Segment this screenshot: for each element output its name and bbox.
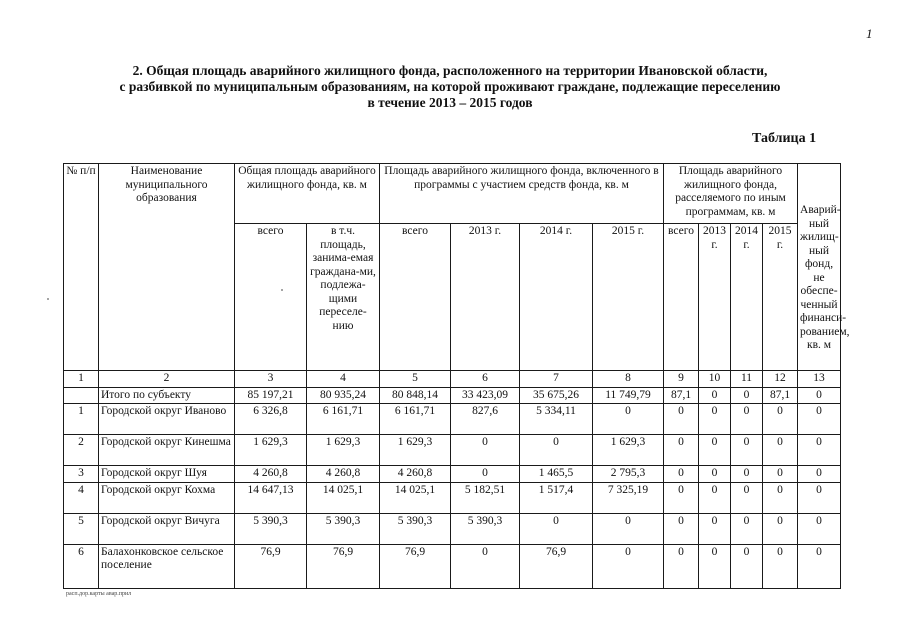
municipality-name-cell: Городской округ Кохма xyxy=(99,482,235,513)
row-number-cell xyxy=(64,387,99,404)
header-program-group: Площадь аварийного жилищного фонда, включенного в программы с участием средств фонда, кв. м xyxy=(380,164,664,224)
table-row xyxy=(64,482,841,513)
data-rows xyxy=(64,387,841,588)
header-prog-2013: 2013 г. xyxy=(451,224,520,371)
municipality-name-cell: Городской округ Кинешма xyxy=(99,435,235,466)
value-cell-c6: 5 390,3 xyxy=(451,513,520,544)
municipality-name-cell: Городской округ Иваново xyxy=(99,404,235,435)
value-cell-c5: 6 161,71 xyxy=(380,404,451,435)
value-cell-c4: 14 025,1 xyxy=(307,482,380,513)
row-number-cell: 1 xyxy=(64,404,99,435)
header-prog-all: всего xyxy=(380,224,451,371)
table-row xyxy=(64,544,841,588)
value-cell-c7: 1 465,5 xyxy=(520,466,593,483)
col-number: 13 xyxy=(798,371,841,388)
value-cell-c10: 0 xyxy=(699,404,731,435)
table-row xyxy=(64,404,841,435)
col-number: 12 xyxy=(763,371,798,388)
header-row-groups xyxy=(64,164,841,224)
value-cell-c13: 0 xyxy=(798,387,841,404)
value-cell-c11: 0 xyxy=(731,435,763,466)
value-cell-c9: 0 xyxy=(664,544,699,588)
title-line-3: в течение 2013 – 2015 годов xyxy=(367,95,533,110)
value-cell-c10: 0 xyxy=(699,387,731,404)
header-other-group: Площадь аварийного жилищного фонда, расселяемого по иным программам, кв. м xyxy=(664,164,798,224)
col-number: 1 xyxy=(64,371,99,388)
value-cell-c11: 0 xyxy=(731,544,763,588)
value-cell-c10: 0 xyxy=(699,544,731,588)
value-cell-c7: 35 675,26 xyxy=(520,387,593,404)
col-number: 9 xyxy=(664,371,699,388)
value-cell-c4: 76,9 xyxy=(307,544,380,588)
value-cell-c7: 0 xyxy=(520,435,593,466)
value-cell-c8: 0 xyxy=(593,404,664,435)
col-number: 10 xyxy=(699,371,731,388)
value-cell-c11: 0 xyxy=(731,387,763,404)
value-cell-c4: 6 161,71 xyxy=(307,404,380,435)
value-cell-c8: 7 325,19 xyxy=(593,482,664,513)
table-row xyxy=(64,435,841,466)
municipality-name-cell: Итого по субъекту xyxy=(99,387,235,404)
col-number: 2 xyxy=(99,371,235,388)
value-cell-c8: 1 629,3 xyxy=(593,435,664,466)
value-cell-c8: 0 xyxy=(593,544,664,588)
value-cell-c9: 0 xyxy=(664,404,699,435)
value-cell-c3: 14 647,13 xyxy=(235,482,307,513)
value-cell-c13: 0 xyxy=(798,482,841,513)
value-cell-c7: 76,9 xyxy=(520,544,593,588)
row-number-cell: 6 xyxy=(64,544,99,588)
header-other-2015: 2015 г. xyxy=(763,224,798,371)
value-cell-c13: 0 xyxy=(798,435,841,466)
value-cell-c4: 80 935,24 xyxy=(307,387,380,404)
municipality-name-cell: Городской округ Вичуга xyxy=(99,513,235,544)
scan-speck xyxy=(281,289,283,291)
value-cell-c3: 5 390,3 xyxy=(235,513,307,544)
column-number-row xyxy=(64,371,841,388)
value-cell-c5: 4 260,8 xyxy=(380,466,451,483)
header-prog-2014: 2014 г. xyxy=(520,224,593,371)
footer-note: расп.дор.карты авар.прил xyxy=(66,591,132,597)
col-number: 7 xyxy=(520,371,593,388)
value-cell-c6: 5 182,51 xyxy=(451,482,520,513)
value-cell-c7: 0 xyxy=(520,513,593,544)
document-title xyxy=(60,63,840,111)
value-cell-c13: 0 xyxy=(798,513,841,544)
value-cell-c5: 5 390,3 xyxy=(380,513,451,544)
value-cell-c5: 76,9 xyxy=(380,544,451,588)
value-cell-c7: 5 334,11 xyxy=(520,404,593,435)
value-cell-c10: 0 xyxy=(699,513,731,544)
value-cell-c3: 76,9 xyxy=(235,544,307,588)
row-number-cell: 3 xyxy=(64,466,99,483)
value-cell-c11: 0 xyxy=(731,404,763,435)
scan-speck xyxy=(47,298,49,300)
value-cell-c3: 1 629,3 xyxy=(235,435,307,466)
value-cell-c13: 0 xyxy=(798,544,841,588)
value-cell-c3: 6 326,8 xyxy=(235,404,307,435)
page-number: 1 xyxy=(866,26,873,41)
value-cell-c5: 80 848,14 xyxy=(380,387,451,404)
title-line-1: 2. Общая площадь аварийного жилищного фонда, расположенного на территории Ивановской области, xyxy=(132,63,768,78)
value-cell-c13: 0 xyxy=(798,404,841,435)
value-cell-c9: 0 xyxy=(664,513,699,544)
value-cell-c9: 0 xyxy=(664,466,699,483)
table-row xyxy=(64,513,841,544)
municipality-name-cell: Балахонковское сельское поселение xyxy=(99,544,235,588)
value-cell-c9: 87,1 xyxy=(664,387,699,404)
value-cell-c12: 0 xyxy=(763,466,798,483)
value-cell-c6: 827,6 xyxy=(451,404,520,435)
value-cell-c4: 4 260,8 xyxy=(307,466,380,483)
total-row xyxy=(64,387,841,404)
col-number: 11 xyxy=(731,371,763,388)
header-other-2013: 2013 г. xyxy=(699,224,731,371)
header-name: Наименование муниципального образования xyxy=(99,164,235,371)
header-other-all: всего xyxy=(664,224,699,371)
emergency-housing-table xyxy=(63,163,850,589)
value-cell-c12: 0 xyxy=(763,513,798,544)
header-total-occupied: в т.ч. площадь, занима-емая граждана-ми, подлежа-щими переселе-нию xyxy=(307,224,380,371)
value-cell-c8: 11 749,79 xyxy=(593,387,664,404)
value-cell-c6: 0 xyxy=(451,466,520,483)
value-cell-c11: 0 xyxy=(731,482,763,513)
table-row xyxy=(64,466,841,483)
value-cell-c5: 1 629,3 xyxy=(380,435,451,466)
col-number: 6 xyxy=(451,371,520,388)
value-cell-c6: 33 423,09 xyxy=(451,387,520,404)
value-cell-c8: 0 xyxy=(593,513,664,544)
row-number-cell: 4 xyxy=(64,482,99,513)
value-cell-c10: 0 xyxy=(699,435,731,466)
header-total-group: Общая площадь аварийного жилищного фонда, кв. м xyxy=(235,164,380,224)
value-cell-c10: 0 xyxy=(699,466,731,483)
value-cell-c3: 85 197,21 xyxy=(235,387,307,404)
value-cell-c12: 0 xyxy=(763,482,798,513)
header-no-finance: Аварий-ный жилищ-ный фонд, не обеспе-ченный финанси-рованием, кв. м xyxy=(798,164,841,371)
title-line-2: с разбивкой по муниципальным образованиям, на которой проживают граждане, подлежащие переселению xyxy=(119,79,781,94)
value-cell-c7: 1 517,4 xyxy=(520,482,593,513)
header-num: № п/п xyxy=(64,164,99,371)
header-other-2014: 2014 г. xyxy=(731,224,763,371)
value-cell-c11: 0 xyxy=(731,466,763,483)
value-cell-c11: 0 xyxy=(731,513,763,544)
value-cell-c3: 4 260,8 xyxy=(235,466,307,483)
value-cell-c12: 87,1 xyxy=(763,387,798,404)
row-number-cell: 5 xyxy=(64,513,99,544)
value-cell-c13: 0 xyxy=(798,466,841,483)
value-cell-c9: 0 xyxy=(664,482,699,513)
table-label: Таблица 1 xyxy=(752,131,817,146)
col-number: 8 xyxy=(593,371,664,388)
value-cell-c5: 14 025,1 xyxy=(380,482,451,513)
value-cell-c4: 1 629,3 xyxy=(307,435,380,466)
col-number: 4 xyxy=(307,371,380,388)
value-cell-c6: 0 xyxy=(451,435,520,466)
value-cell-c12: 0 xyxy=(763,435,798,466)
value-cell-c8: 2 795,3 xyxy=(593,466,664,483)
value-cell-c12: 0 xyxy=(763,404,798,435)
value-cell-c4: 5 390,3 xyxy=(307,513,380,544)
col-number: 3 xyxy=(235,371,307,388)
col-number: 5 xyxy=(380,371,451,388)
value-cell-c12: 0 xyxy=(763,544,798,588)
header-prog-2015: 2015 г. xyxy=(593,224,664,371)
row-number-cell: 2 xyxy=(64,435,99,466)
header-total-all: всего xyxy=(235,224,307,371)
value-cell-c9: 0 xyxy=(664,435,699,466)
value-cell-c6: 0 xyxy=(451,544,520,588)
value-cell-c10: 0 xyxy=(699,482,731,513)
municipality-name-cell: Городской округ Шуя xyxy=(99,466,235,483)
